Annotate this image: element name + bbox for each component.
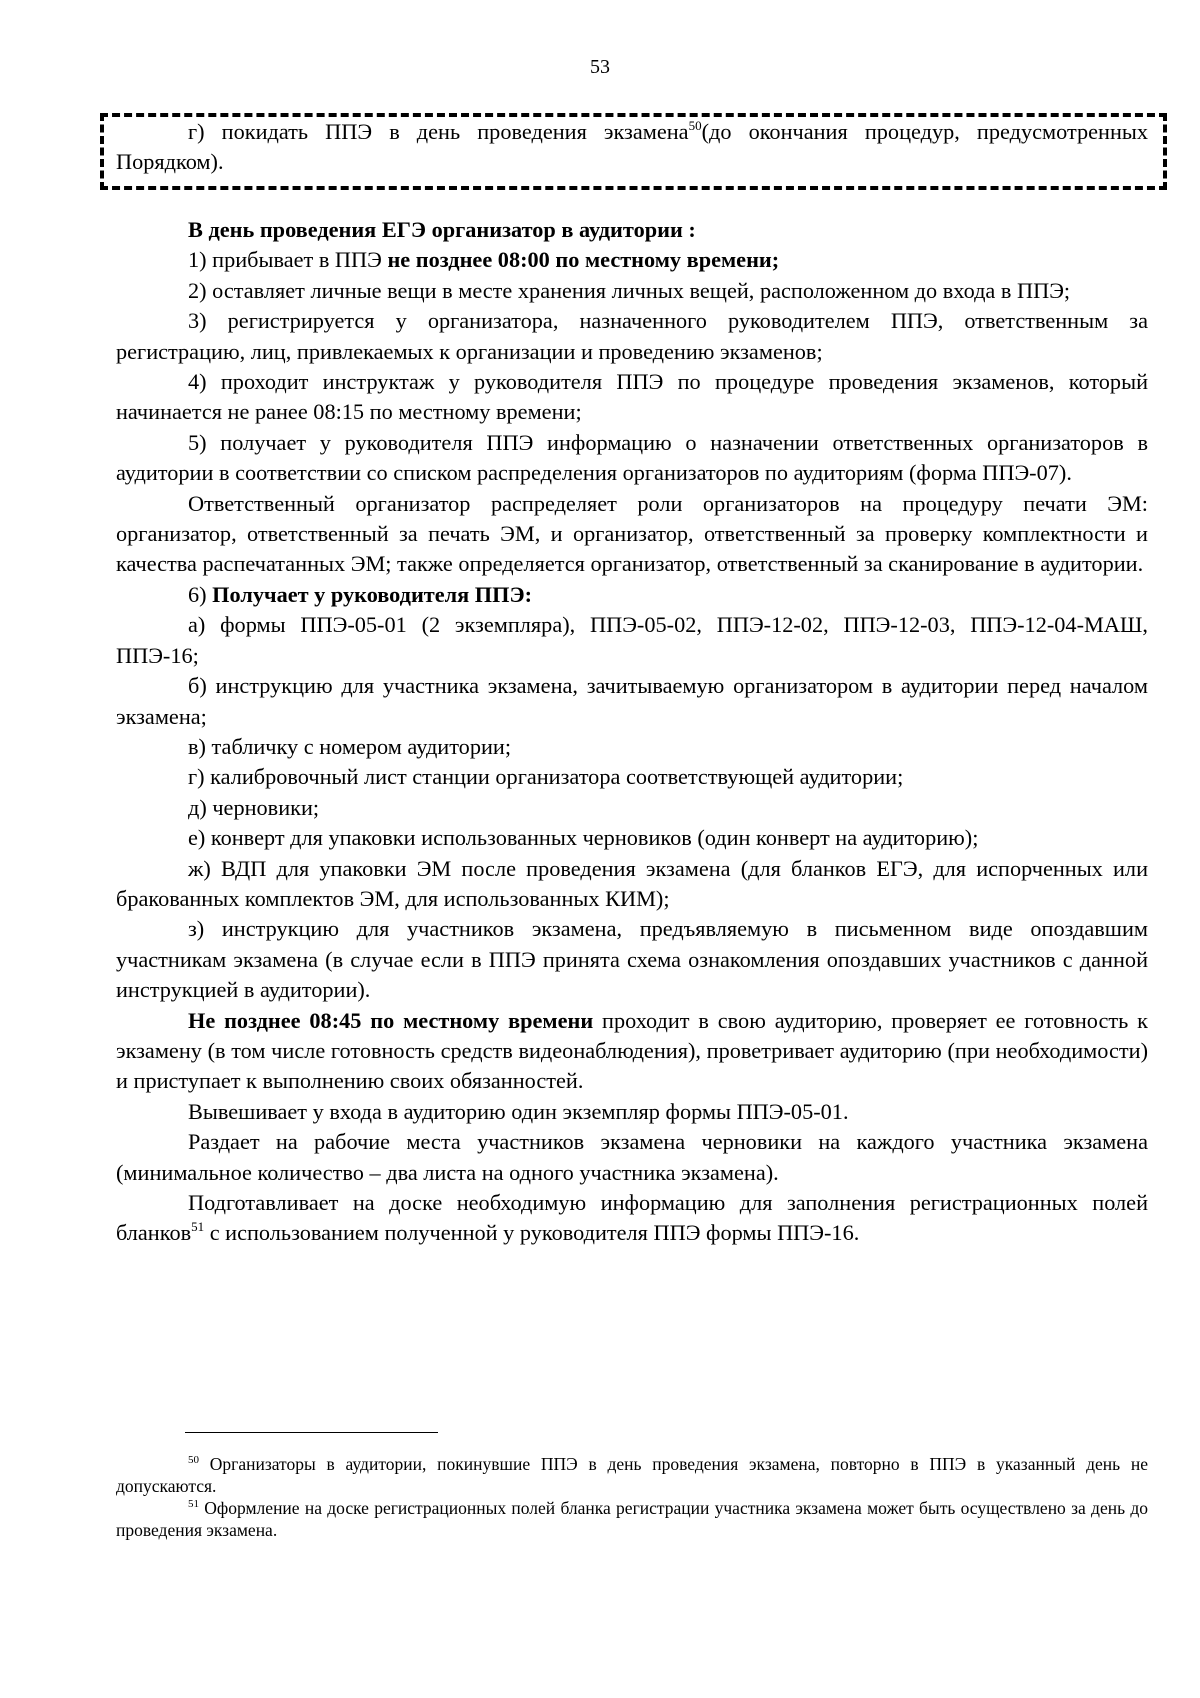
item-5: 5) получает у руководителя ППЭ информацию о назначении ответственных организаторов в аудитории в соответствии со списком распределения организаторов по аудиториям (форма ППЭ-07). <box>116 429 1148 486</box>
footnote-separator <box>185 1432 438 1433</box>
footnote-51-text: Оформление на доске регистрационных полей бланка регистрации участника экзамена может быть осуществлено за день до проведения экзамена. <box>116 1498 1148 1540</box>
subitem-e: е) конверт для упаковки использованных черновиков (один конверт на аудиторию); <box>188 825 979 851</box>
arrival-text: проходит в свою аудиторию, проверяет ее готовность к экзамену (в том числе готовность средств видеонаблюдения), проветривает аудиторию (при необходимости) и приступает к выполнению своих обязанностей. <box>116 1007 1148 1094</box>
boxed-note-text-a: г) покидать ППЭ в день проведения экзамена <box>188 119 689 144</box>
footnote-50-number: 50 <box>188 1454 199 1466</box>
footnote-51 <box>116 1497 1148 1541</box>
boxed-note-text-b: (до окончания процедур, предусмотренных Порядком). <box>116 119 1149 175</box>
footnote-50-text: Организаторы в аудитории, покинувшие ППЭ в день проведения экзамена, повторно в ППЭ в указанный день не допускаются. <box>116 1454 1148 1496</box>
subitem-z: з) инструкцию для участников экзамена, предъявляемую в письменном виде опоздавшим участникам экзамена (в случае если в ППЭ принята схема ознакомления опоздавших участников с данной инструкцией в аудитории). <box>116 916 1148 1003</box>
main-text <box>116 215 1148 1249</box>
footnote-ref-51: 51 <box>191 1219 205 1235</box>
item-6-num: 6) <box>188 581 213 607</box>
distributes-paragraph: Раздает на рабочие места участников экзамена черновики на каждого участника экзамена (минимальное количество – два листа на одного участника экзамена). <box>116 1129 1148 1185</box>
footnote-51-number: 51 <box>188 1498 199 1510</box>
arrival-bold: Не позднее 08:45 по местному времени <box>188 1007 594 1033</box>
subitem-a: а) формы ППЭ-05-01 (2 экземпляра), ППЭ-05-02, ППЭ-12-02, ППЭ-12-03, ППЭ-12-04-МАШ, ППЭ-16; <box>116 612 1148 668</box>
subitem-d: д) черновики; <box>188 794 320 820</box>
item-4: 4) проходит инструктаж у руководителя ППЭ по процедуре проведения экзаменов, который начинается не ранее 08:15 по местному времени; <box>116 369 1148 425</box>
boxed-note-paragraph <box>116 117 1148 178</box>
subitem-zh: ж) ВДП для упаковки ЭМ после проведения экзамена (для бланков ЕГЭ, для испорченных или бракованных комплектов ЭМ, для использованных КИМ); <box>116 855 1148 911</box>
boxed-note-text <box>116 117 1148 178</box>
item-6 <box>116 580 1148 610</box>
subitem-g: г) калибровочный лист станции организатора соответствующей аудитории; <box>188 764 904 790</box>
item-3: 3) регистрируется у организатора, назначенного руководителем ППЭ, ответственным за регистрацию, лиц, привлекаемых к организации и проведению экзаменов; <box>116 308 1148 364</box>
item-6-bold: Получает у руководителя ППЭ: <box>212 581 533 607</box>
subitem-v: в) табличку с номером аудитории; <box>188 733 512 759</box>
arrival-paragraph <box>116 1006 1148 1097</box>
page-number: 53 <box>590 56 610 78</box>
footnotes <box>116 1453 1148 1541</box>
item-1-bold: не позднее 08:00 по местному времени; <box>387 247 780 273</box>
prepares-text-a: Подготавливает на доске необходимую информацию для заполнения регистрационных полей бланков <box>116 1190 1148 1246</box>
subitem-b: б) инструкцию для участника экзамена, зачитываемую организатором в аудитории перед началом экзамена; <box>116 673 1148 729</box>
item-1-text: 1) прибывает в ППЭ <box>188 247 388 273</box>
prepares-text-b: с использованием полученной у руководителя ППЭ формы ППЭ-16. <box>204 1220 860 1246</box>
footnote-50 <box>116 1453 1148 1497</box>
roles-paragraph: Ответственный организатор распределяет роли организаторов на процедуру печати ЭМ: организатор, ответственный за печать ЭМ, и организатор, ответственный за проверку комплектности и качества распечатанных ЭМ; также определяется организатор, ответственный за сканирование в аудитории. <box>116 490 1148 577</box>
item-2: 2) оставляет личные вещи в месте хранения личных вещей, расположенном до входа в ППЭ; <box>188 277 1071 303</box>
section-heading: В день проведения ЕГЭ организатор в аудитории : <box>188 217 696 242</box>
hangs-paragraph: Вывешивает у входа в аудиторию один экземпляр формы ППЭ-05-01. <box>188 1098 849 1124</box>
item-1 <box>116 245 1148 275</box>
footnote-ref-50: 50 <box>688 118 702 133</box>
prepares-paragraph <box>116 1188 1148 1249</box>
